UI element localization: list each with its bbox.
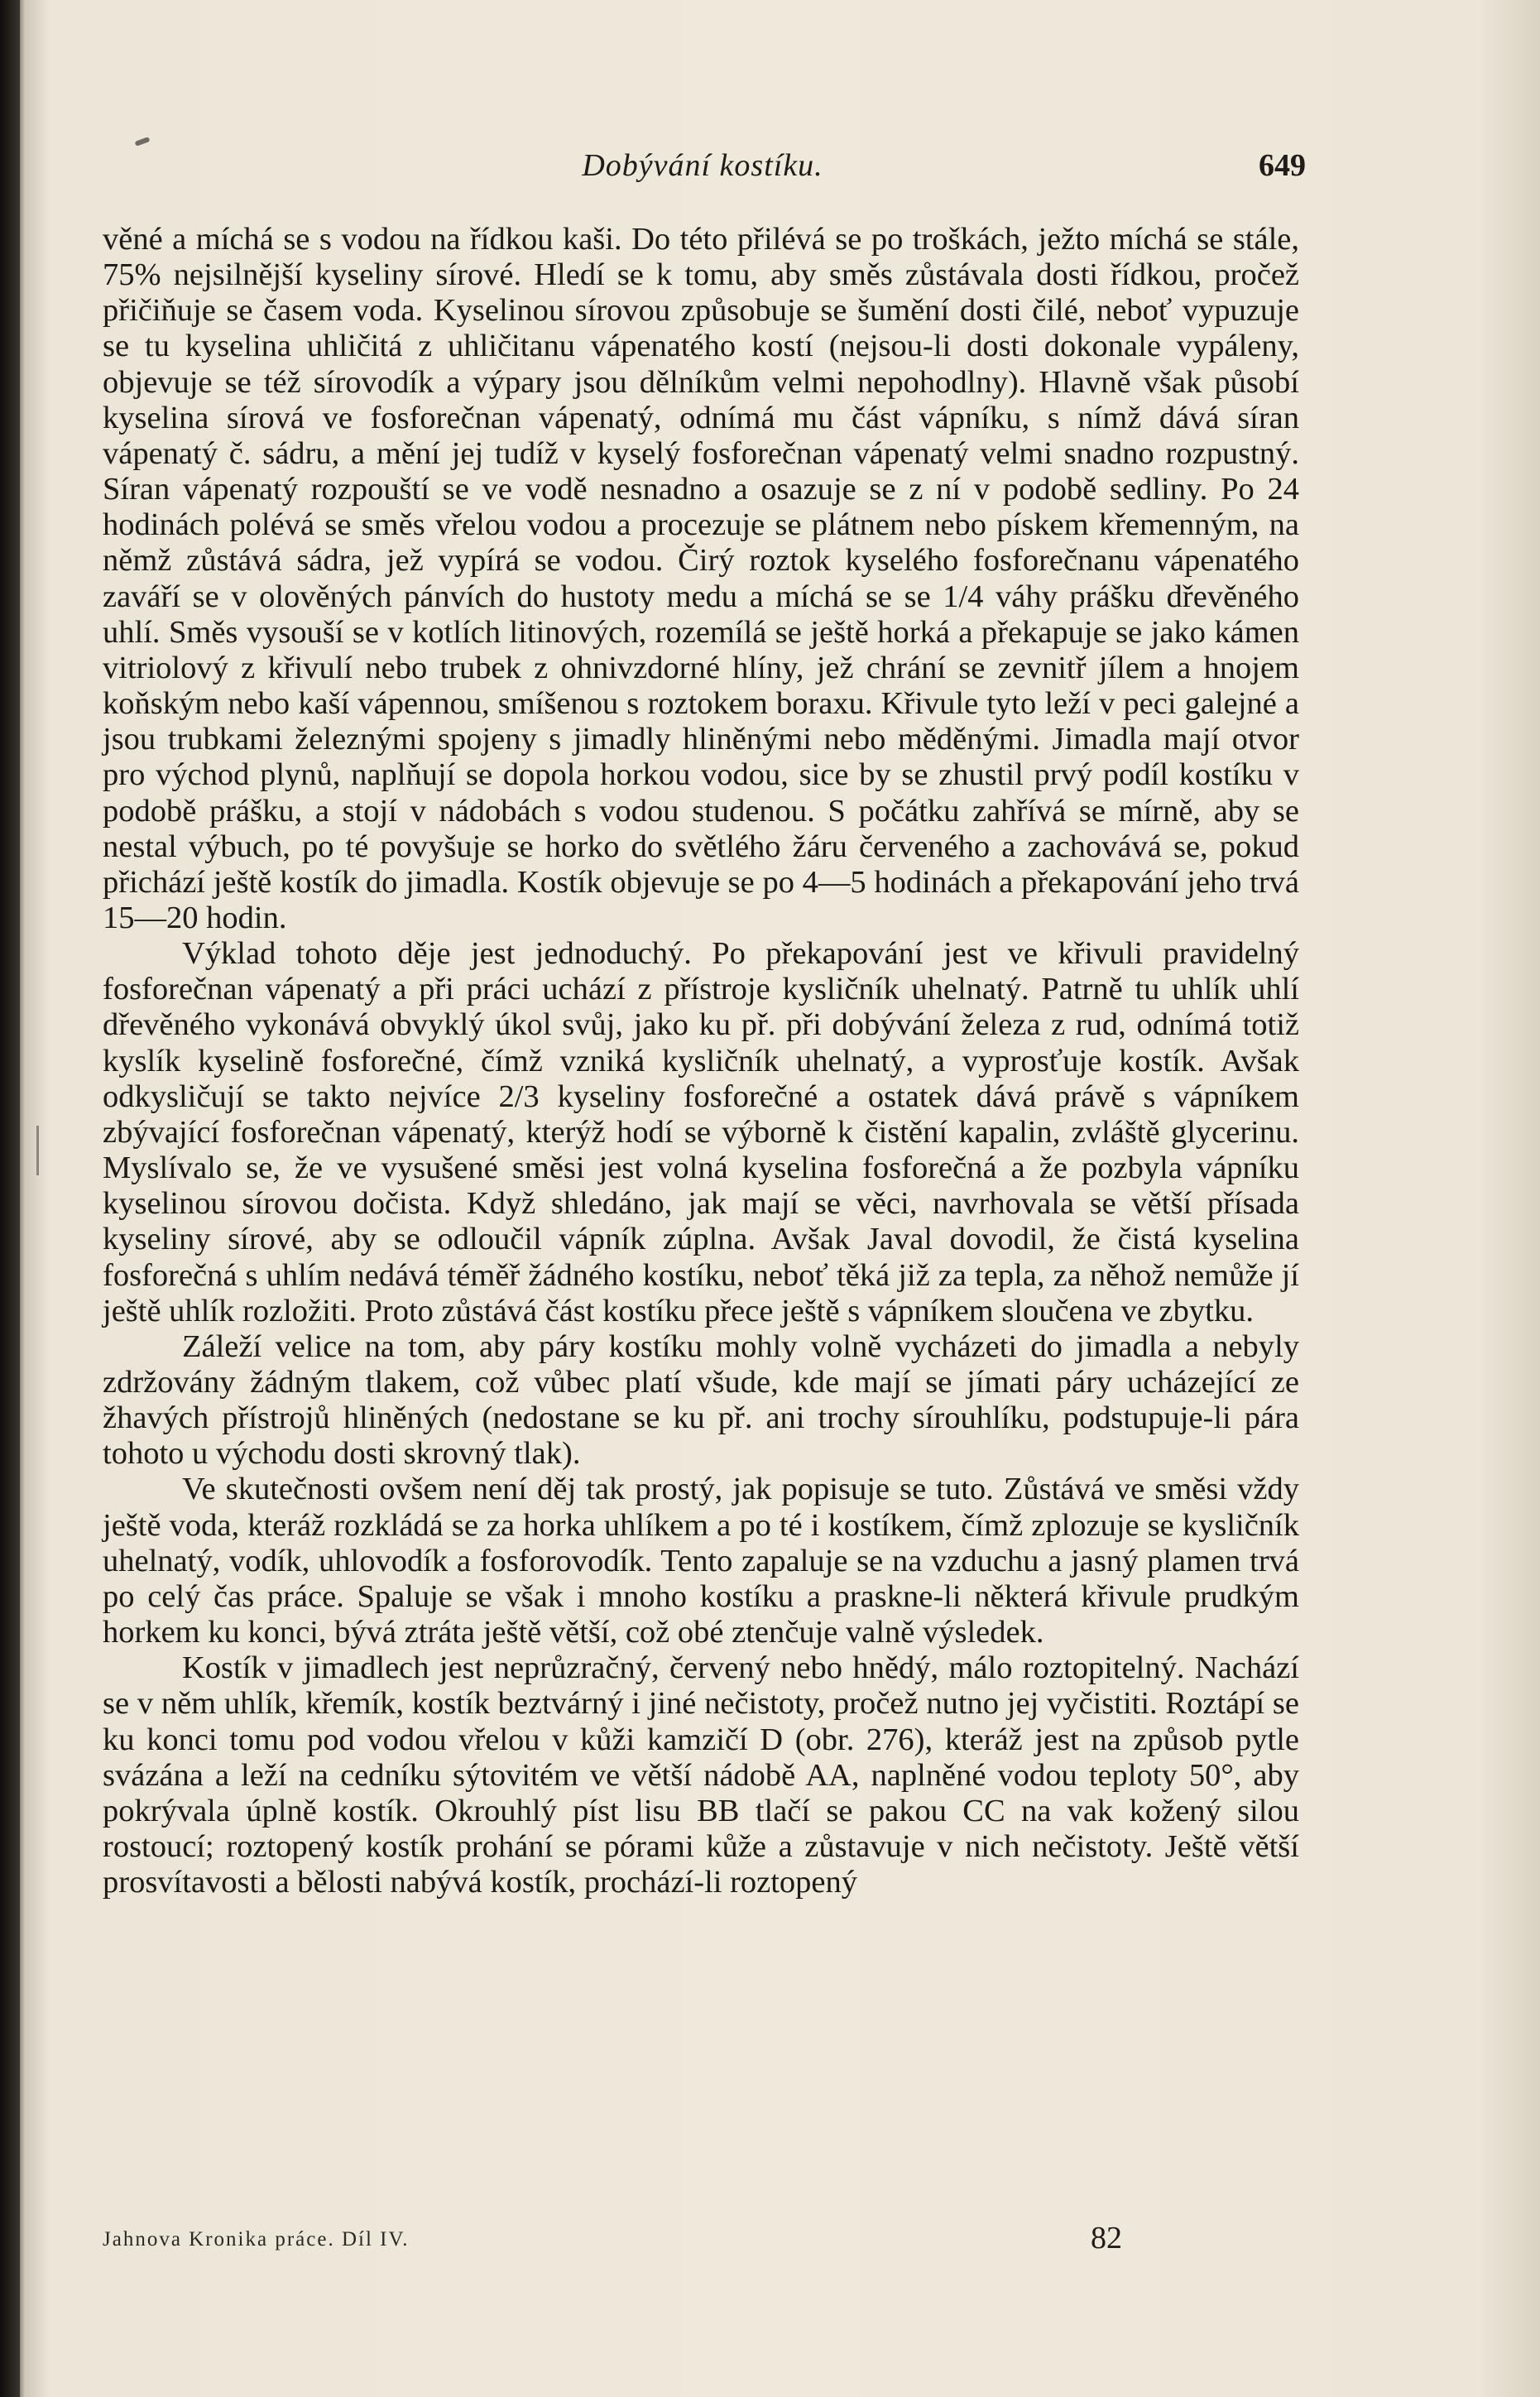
running-head: Dobývání kostíku. xyxy=(582,148,823,183)
body-text xyxy=(103,222,1299,1900)
paragraph-2: Výklad tohoto děje jest jednoduchý. Po překapování jest ve křivuli pravidelný fosforečnan vápenatý a při práci uchází z přístroje kysličník uhelnatý. Patrně tu uhlík uhlí dřevěného vykonává obvyklý úkol svůj, jako ku př. při dobývání železa z rud, odnímá totiž kyslík kyselině fosforečné, čímž vzniká kysličník uhelnatý, a vyprosťuje kostík. Avšak odkysličují se takto nejvíce 2/3 kyseliny fosforečné a ostatek dává právě s vápníkem zbývající fosforečnan vápenatý, kterýž hodí se výborně k čistění kapalin, zvláště glycerinu. Myslívalo se, že ve vysušené směsi jest volná kyselina fosforečná a že pozbyla vápníku kyselinou sírovou dočista. Když shledáno, jak mají se věci, navrhovala se větší přísada kyseliny sírové, aby se odloučil vápník zúplna. Avšak Javal dovodil, že čistá kyselina fosforečná s uhlím nedává téměř žádného kostíku, neboť těká již za tepla, za něhož nemůže jí ještě uhlík rozložiti. Proto zůstává část kostíku přece ještě s vápníkem sloučena ve zbytku. xyxy=(103,936,1299,1328)
sheet-number: 82 xyxy=(1091,2221,1122,2255)
margin-mark xyxy=(36,1126,39,1175)
page-header xyxy=(103,147,1306,197)
footer-signature: Jahnova Kronika práce. Díl IV. xyxy=(103,2228,410,2250)
paragraph-5: Kostík v jimadlech jest neprůzračný, červený nebo hnědý, málo roztopitelný. Nachází se v něm uhlík, křemík, kostík beztvárný i jiné nečistoty, pročež nutno jej vyčistiti. Roztápí se ku konci tomu pod vodou vřelou v kůži kamzičí D (obr. 276), kteráž jest na způsob pytle svázána a leží na cedníku sýtovitém ve větší nádobě AA, naplněné vodou teploty 50°, aby pokrývala úplně kostík. Okrouhlý píst lisu BB tlačí se pakou CC na vak kožený silou rostoucí; roztopený kostík prohání se pórami kůže a zůstavuje v nich nečistoty. Ještě větší prosvítavosti a bělosti nabývá kostík, prochází-li roztopený xyxy=(103,1650,1299,1900)
paragraph-3: Záleží velice na tom, aby páry kostíku mohly volně vycházeti do jimadla a nebyly zdržovány žádným tlakem, což vůbec platí všude, kde mají se jímati páry ucházející ze žhavých přístrojů hliněných (nedostane se ku př. ani trochy sírouhlíku, podstupuje-li pára tohoto u východu dosti skrovný tlak). xyxy=(103,1328,1299,1472)
book-gutter-shadow xyxy=(0,0,20,2397)
paragraph-4: Ve skutečnosti ovšem není děj tak prostý, jak popisuje se tuto. Zůstává ve směsi vždy ještě voda, kteráž rozkládá se za horka uhlíkem a po té i kostíkem, čímž zplozuje se kysličník uhelnatý, vodík, uhlovodík a fosforovodík. Tento zapaluje se na vzduchu a jasný plamen trvá po celý čas práce. Spaluje se však i mnoho kostíku a praskne-li některá křivule prudkým horkem ku konci, bývá ztráta ještě větší, což obé ztenčuje valně výsledek. xyxy=(103,1472,1299,1650)
ink-speck xyxy=(135,137,151,147)
paragraph-1: věné a míchá se s vodou na řídkou kaši. Do této přilévá se po troškách, ježto míchá se stále, 75% nejsilnější kyseliny sírové. Hledí se k tomu, aby směs zůstávala dosti řídkou, pročež přičiňuje se časem voda. Kyselinou sírovou způsobuje se šumění dosti čilé, neboť vypuzuje se tu kyselina uhličitá z uhličitanu vápenatého kostí (nejsou-li dosti dokonale vypáleny, objevuje se též sírovodík a výpary jsou dělníkům velmi nepohodlny). Hlavně však působí kyselina sírová ve fosforečnan vápenatý, odnímá mu část vápníku, s nímž dává síran vápenatý č. sádru, a mění jej tudíž v kyselý fosforečnan vápenatý velmi snadno rozpustný. Síran vápenatý rozpouští se ve vodě nesnadno a osazuje se z ní v podobě sedliny. Po 24 hodinách polévá se směs vřelou vodou a procezuje se plátnem nebo pískem křemenným, na němž zůstává sádra, jež vypírá se vodou. Čirý roztok kyselého fosforečnanu vápenatého zaváří se v olověných pánvích do hustoty medu a míchá se se 1/4 váhy prášku dřevěného uhlí. Směs vysouší se v kotlích litinových, rozemílá se ještě horká a překapuje se jako kámen vitriolový z křivulí nebo trubek z ohnivzdorné hlíny, jež chrání se zevnitř jílem a hnojem koňským nebo kaší vápennou, smíšenou s roztokem boraxu. Křivule tyto leží v peci galejné a jsou trubkami železnými spojeny s jimadly hliněnými nebo měděnými. Jimadla mají otvor pro východ plynů, naplňují se dopola horkou vodou, sice by se zhustil prvý podíl kostíku v podobě prášku, a stojí v nádobách s vodou studenou. S počátku zahřívá se mírně, aby se nestal výbuch, po té povyšuje se horko do světlého žáru červeného a zachovává se, pokud přichází ještě kostík do jimadla. Kostík objevuje se po 4—5 hodinách a překapování jeho trvá 15—20 hodin. xyxy=(103,222,1299,935)
page-number: 649 xyxy=(1259,148,1306,183)
